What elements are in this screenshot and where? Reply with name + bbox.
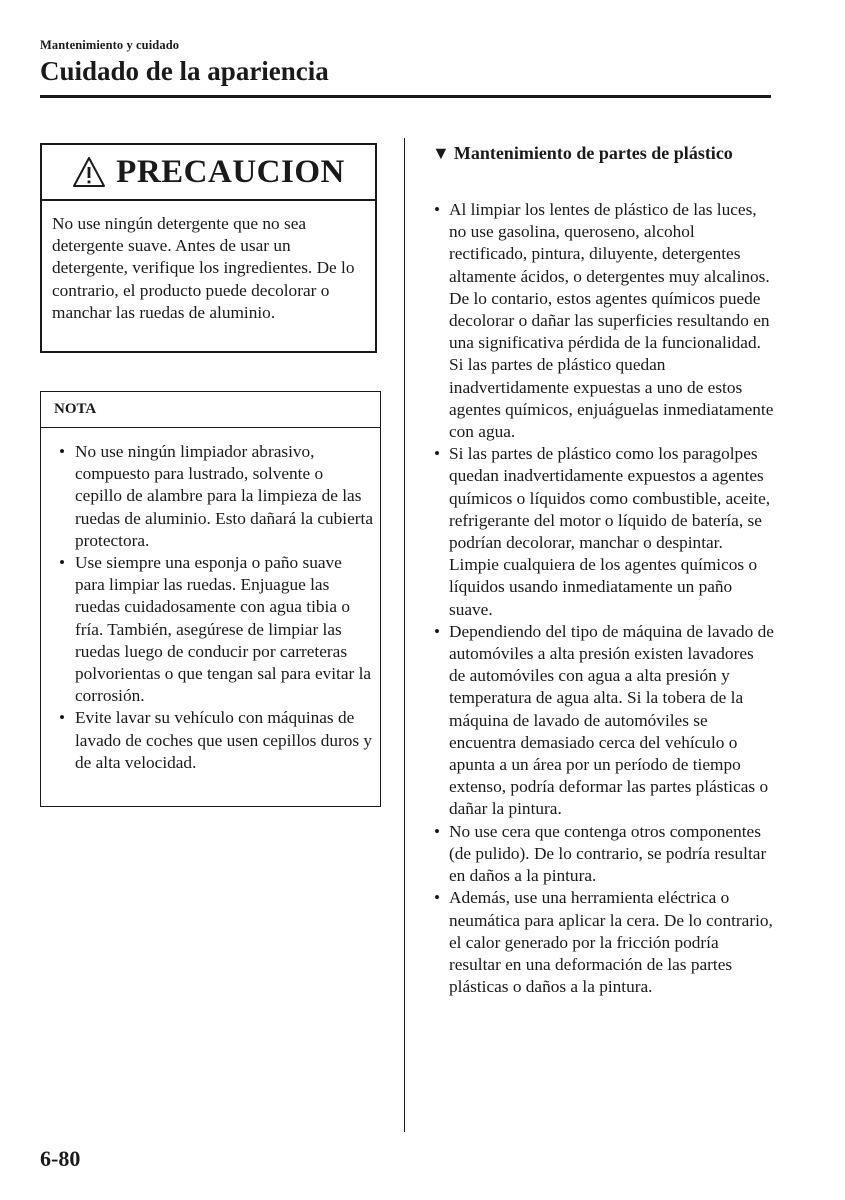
plastic-list: [434, 199, 774, 998]
plastic-item-text: Dependiendo del tipo de máquina de lavado de automóviles a alta presión existen lavadores de automóviles con agua a alta presión y temperatura de agua alta. Si la tobera de la máquina de lavado de automóviles se encuentra demasiado cerca del vehículo o apunta a un área por un período de tiempo extenso, podría deformar las partes plásticas o dañar la pintura.: [449, 621, 774, 819]
plastic-item-text: Al limpiar los lentes de plástico de las luces, no use gasolina, queroseno, alcohol rectificado, pintura, diluyente, detergentes altamente ácidos, o detergentes muy alcalinos. De lo contario, estos agentes químicos puede decolorar o dañar las superficies resultando en una significativa pérdida de la funcionalidad. Si las partes de plástico quedan inadvertidamente expuestas a uno de estos agentes químicos, enjuáguelas inmediatamente con agua.: [449, 200, 774, 442]
caution-header: [42, 145, 375, 201]
bullet-icon: •: [434, 888, 441, 908]
caution-box: [40, 143, 377, 353]
list-item: [57, 707, 374, 774]
nota-item-text: Use siempre una esponja o paño suave para limpiar las ruedas. Enjuague las ruedas cuidadosamente con agua tibia o fría. También, asegúrese de limpiar las ruedas luego de conducir por carreteras polvorientas o que tengan sal para evitar la corrosión.: [75, 553, 372, 706]
bullet-icon: •: [59, 553, 66, 573]
list-item: [434, 821, 774, 888]
title-rule: [40, 95, 771, 98]
caution-title: PRECAUCION: [116, 153, 345, 190]
bullet-icon: •: [434, 821, 441, 841]
bullet-icon: •: [59, 442, 66, 461]
nota-box: [40, 391, 381, 807]
subheading-text: Mantenimiento de partes de plástico: [453, 143, 733, 163]
caution-text: No use ningún detergente que no sea detergente suave. Antes de usar un detergente, verifique los ingredientes. De lo contrario, el producto puede decolorar o manchar las ruedas de aluminio.: [52, 214, 355, 322]
plastic-item-text: Si las partes de plástico como los paragolpes quedan inadvertidamente expuestos a agentes químicos o líquidos como combustible, aceite, refrigerante del motor o líquido de batería, se podrían decolorar, manchar o despintar. Limpie cualquiera de los agentes químicos o líquidos usando inmediatamente un paño suave.: [449, 444, 771, 619]
plastic-item-text: Además, use una herramienta eléctrica o neumática para aplicar la cera. De lo contrario, el calor generado por la fricción podría resultar en una deformación de las partes plásticas o daños a la pintura.: [449, 888, 773, 997]
nota-list: [41, 428, 380, 774]
nota-item-text: No use ningún limpiador abrasivo, compuesto para lustrado, solvente o cepillo de alambre para la limpieza de las ruedas de aluminio. Esto dañará la cubierta protectora.: [75, 442, 373, 550]
page-title: Cuidado de la apariencia: [40, 56, 329, 86]
section-label: Mantenimiento y cuidado: [40, 38, 180, 52]
list-item: [434, 621, 774, 821]
warning-triangle-icon: [72, 156, 106, 188]
nota-title: NOTA: [41, 392, 380, 428]
bullet-icon: •: [434, 200, 441, 219]
subheading: [432, 142, 762, 164]
triangle-down-icon: ▼: [432, 143, 450, 163]
list-item: [57, 552, 374, 707]
plastic-item-text: No use cera que contenga otros componentes (de pulido). De lo contrario, se podría resultar en daños a la pintura.: [449, 821, 767, 886]
list-item: [434, 443, 774, 621]
bullet-icon: •: [434, 444, 441, 464]
list-item: [57, 441, 374, 552]
column-divider: [404, 138, 405, 1132]
bullet-icon: •: [59, 708, 66, 728]
nota-item-text: Evite lavar su vehículo con máquinas de lavado de coches que usen cepillos duros y de alta velocidad.: [75, 708, 373, 772]
list-item: [434, 199, 774, 443]
list-item: [434, 887, 774, 998]
page-number: 6-80: [40, 1146, 81, 1171]
bullet-icon: •: [434, 621, 441, 641]
